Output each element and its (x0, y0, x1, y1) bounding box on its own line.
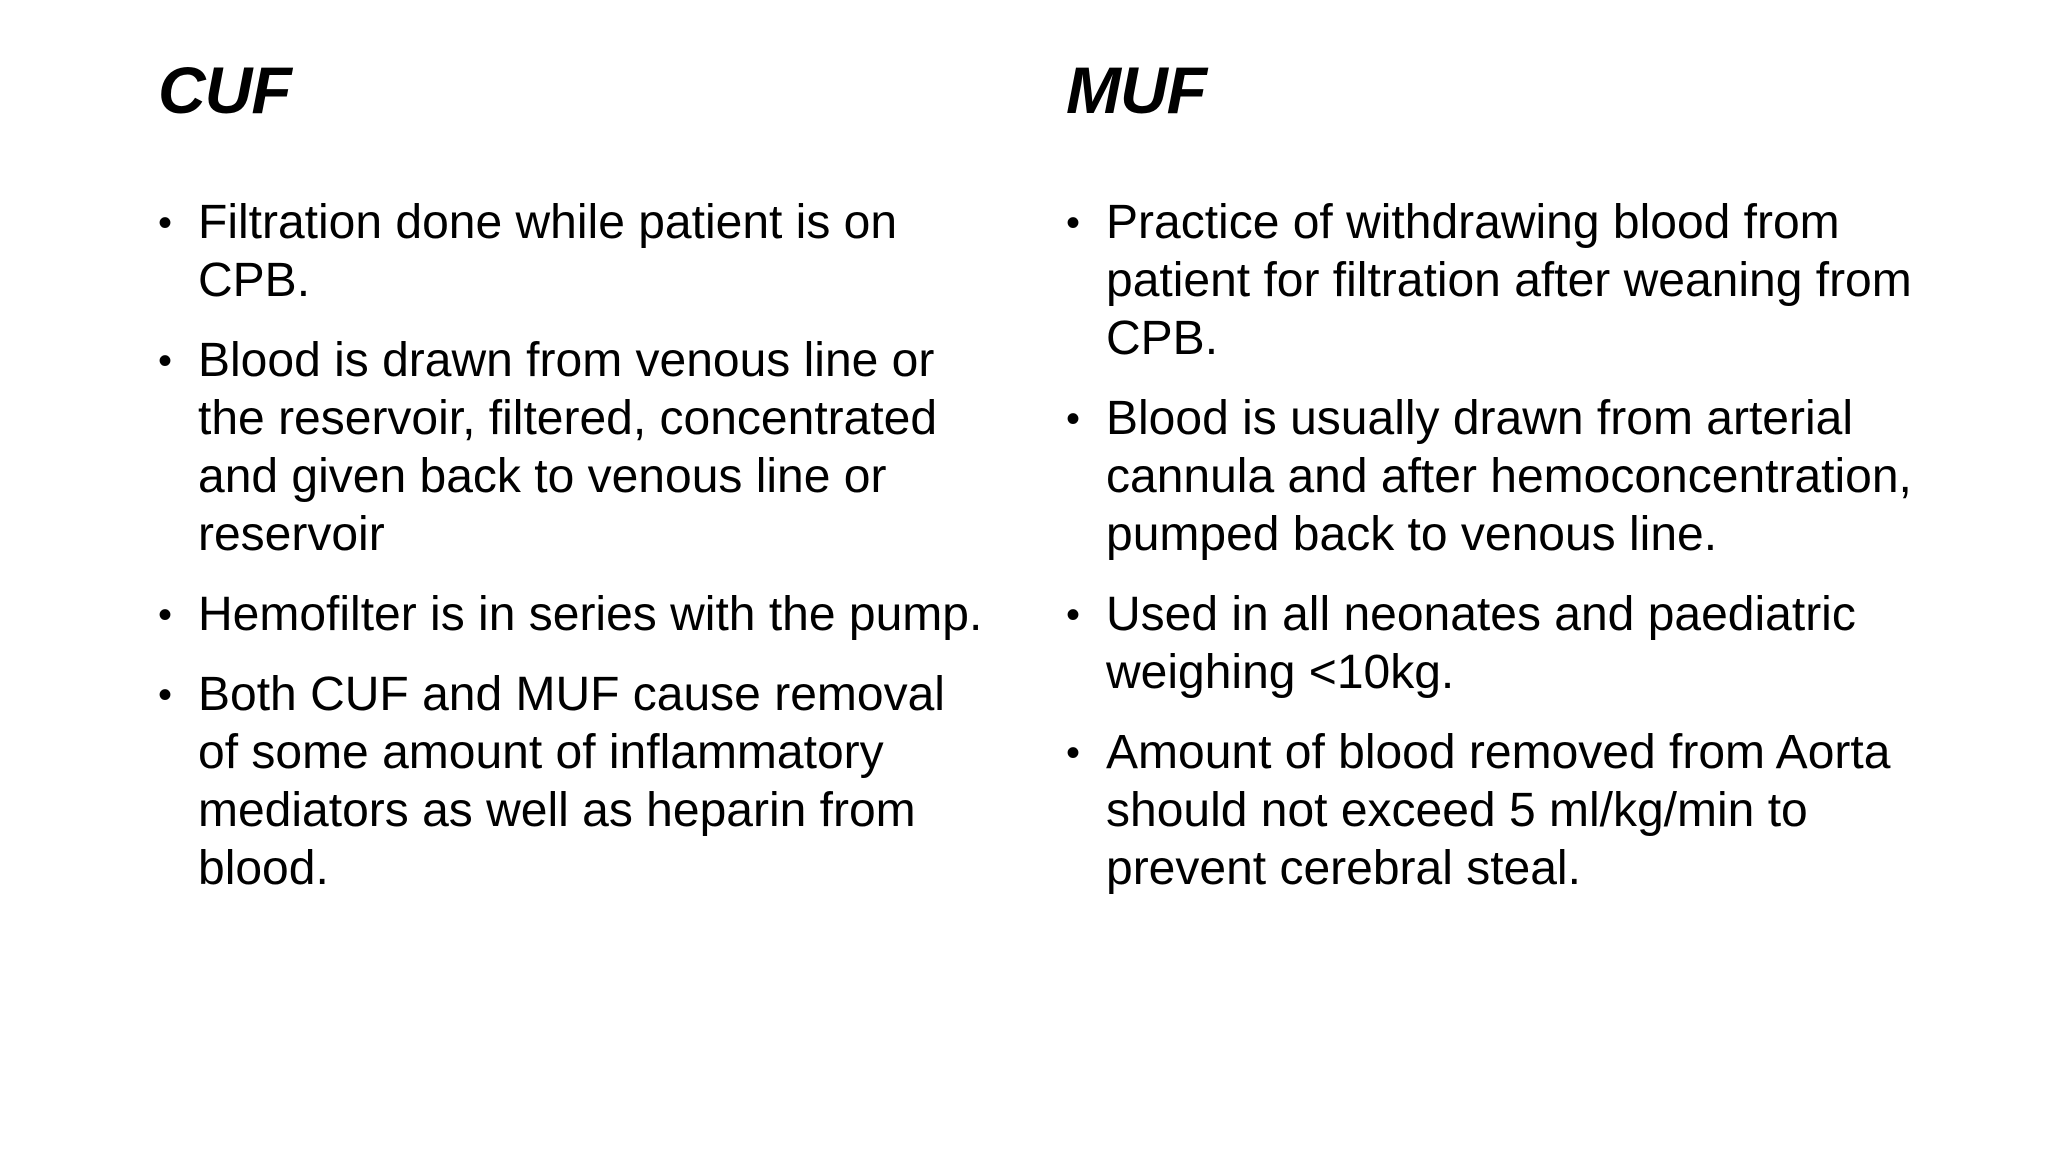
bullet-dot-icon: • (158, 201, 173, 245)
bullet-dot-icon: • (1066, 397, 1081, 441)
bullet-dot-icon: • (158, 339, 173, 383)
bullet-dot-icon: • (1066, 731, 1081, 775)
cuf-column (158, 44, 998, 895)
muf-column (1066, 44, 1916, 895)
muf-bullet-item (1066, 724, 1916, 898)
cuf-bullet-item (158, 666, 998, 898)
cuf-heading: CUF (158, 53, 291, 127)
cuf-bullet-list (158, 194, 998, 920)
cuf-bullet-text: Filtration done while patient is on CPB. (198, 196, 898, 307)
muf-heading: MUF (1066, 53, 1206, 127)
cuf-bullet-item (158, 586, 998, 644)
muf-bullet-text: Blood is usually drawn from arterial cannula and after hemoconcentration, pumped back to venous line. (1106, 392, 1912, 561)
bullet-dot-icon: • (1066, 201, 1081, 245)
cuf-bullet-text: Hemofilter is in series with the pump. (198, 588, 983, 641)
muf-bullet-list (1066, 194, 1916, 920)
cuf-bullet-text: Blood is drawn from venous line or the reservoir, filtered, concentrated and given back to venous line or reservoir (198, 334, 938, 561)
bullet-dot-icon: • (158, 593, 173, 637)
muf-bullet-item (1066, 586, 1916, 702)
muf-bullet-text: Amount of blood removed from Aorta should not exceed 5 ml/kg/min to prevent cerebral steal. (1106, 726, 1891, 895)
muf-bullet-item (1066, 194, 1916, 368)
muf-bullet-text: Practice of withdrawing blood from patient for filtration after weaning from CPB. (1106, 196, 1912, 365)
muf-bullet-item (1066, 390, 1916, 564)
cuf-bullet-item (158, 194, 998, 310)
bullet-dot-icon: • (158, 673, 173, 717)
cuf-bullet-item (158, 332, 998, 564)
cuf-bullet-text: Both CUF and MUF cause removal of some amount of inflammatory mediators as well as heparin from blood. (198, 668, 945, 895)
bullet-dot-icon: • (1066, 593, 1081, 637)
muf-bullet-text: Used in all neonates and paediatric weighing <10kg. (1106, 588, 1856, 699)
